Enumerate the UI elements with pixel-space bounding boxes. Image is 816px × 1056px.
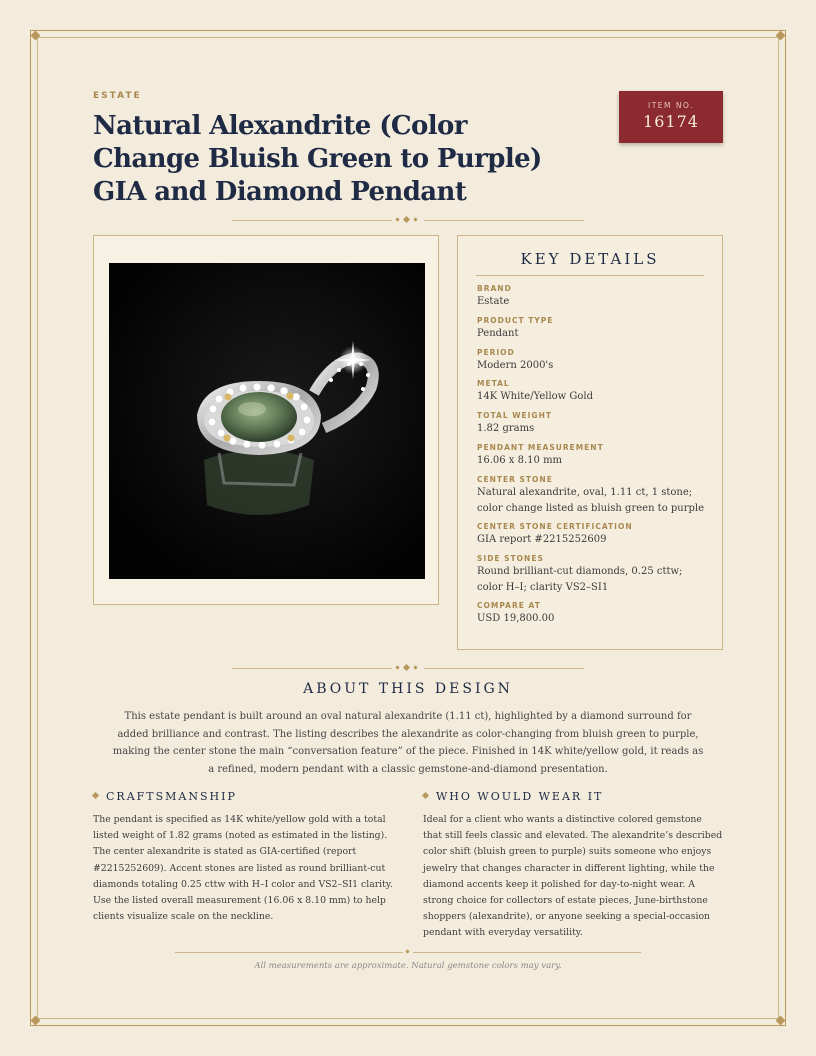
diamond-bullet-icon [422, 792, 429, 799]
detail-metal [477, 379, 707, 405]
page-title: Natural Alexandrite (Color Change Bluish Green to Purple) GIA and Diamond Pendant [93, 111, 542, 207]
detail-center-stone [477, 475, 707, 517]
who-would-wear-text: Ideal for a client who wants a distinctive colored gemstone that still feels classic and elevated. The alexandrite’s described color shift (bluish green to purple) suits someone who enjoys jewelry that changes character in different lighting, while the diamond accents keep it polished for day-to-night wear. A strong choice for collectors of estate pieces, June-birthstone shoppers (alexandrite), or anyone seeking a special-occasion pendant with everyday versatility. [423, 814, 723, 939]
about-divider [232, 663, 584, 673]
detail-value: Natural alexandrite, oval, 1.11 ct, 1 stone; color change listed as bluish green to purple [477, 487, 705, 514]
detail-label: METAL [477, 379, 510, 388]
craftsmanship-heading [93, 790, 237, 803]
key-details-rule [476, 275, 704, 276]
detail-label: PERIOD [477, 348, 515, 357]
detail-value: Pendant [477, 328, 519, 339]
footer-divider [175, 947, 641, 957]
detail-pendant-measurement [477, 443, 707, 469]
detail-value: 16.06 x 8.10 mm [477, 455, 563, 466]
title-divider [232, 215, 584, 225]
detail-product-type [477, 316, 707, 342]
who-would-wear-heading [423, 790, 603, 803]
detail-period [477, 348, 707, 374]
diamond-bullet-icon [92, 792, 99, 799]
detail-value: 1.82 grams [477, 423, 535, 434]
detail-label: CENTER STONE [477, 475, 553, 484]
detail-label: BRAND [477, 284, 512, 293]
about-heading: ABOUT THIS DESIGN [303, 681, 513, 697]
detail-brand [477, 284, 707, 310]
detail-value: Modern 2000's [477, 360, 554, 371]
detail-label: PENDANT MEASUREMENT [477, 443, 604, 452]
detail-value: GIA report #2215252609 [477, 534, 607, 545]
detail-value: USD 19,800.00 [477, 613, 555, 624]
category-eyebrow: ESTATE [93, 91, 142, 101]
detail-side-stones [477, 554, 707, 596]
detail-label: SIDE STONES [477, 554, 544, 563]
detail-compare-at [477, 601, 707, 627]
item-number-badge [619, 91, 723, 143]
pendant-illustration [109, 263, 425, 579]
item-number-label: ITEM NO. [648, 101, 694, 110]
detail-center-stone-certification [477, 522, 707, 548]
detail-label: TOTAL WEIGHT [477, 411, 552, 420]
detail-label: PRODUCT TYPE [477, 316, 554, 325]
craftsmanship-text: The pendant is specified as 14K white/yellow gold with a total listed weight of 1.82 grams (noted as estimated in the listing). The center alexandrite is stated as GIA-certified (report #2215252609). Accent stones are listed as round brilliant-cut diamonds totaling 0.25 cttw with H–I color and VS2–SI1 clarity. Use the listed overall measurement (16.06 x 8.10 mm) to help clients visualize scale on the neckline. [93, 814, 393, 923]
detail-value: Round brilliant-cut diamonds, 0.25 cttw; color H–I; clarity VS2–SI1 [477, 566, 683, 593]
detail-total-weight [477, 411, 707, 437]
key-details-panel [457, 235, 723, 650]
item-number-value: 16174 [643, 112, 699, 131]
key-details-heading: KEY DETAILS [520, 250, 660, 268]
pendant-photo [109, 263, 425, 579]
detail-label: COMPARE AT [477, 601, 541, 610]
detail-value: Estate [477, 296, 510, 307]
who-would-wear-heading-text: WHO WOULD WEAR IT [436, 790, 604, 803]
detail-value: 14K White/Yellow Gold [477, 391, 594, 402]
craftsmanship-heading-text: CRAFTSMANSHIP [106, 790, 237, 803]
detail-label: CENTER STONE CERTIFICATION [477, 522, 633, 531]
product-image-card [93, 235, 439, 605]
about-text: This estate pendant is built around an oval natural alexandrite (1.11 ct), highlighted by a diamond surround for added brilliance and contrast. The listing describes the alexandrite as color-changing from bluish green to purple, making the center stone the main “conversation feature” of the piece. Finished in 14K white/yellow gold, it reads as a refined, modern pendant with a classic gemstone-and-diamond presentation. [112, 711, 704, 775]
footer-note: All measurements are approximate. Natural gemstone colors may vary. [254, 961, 562, 971]
